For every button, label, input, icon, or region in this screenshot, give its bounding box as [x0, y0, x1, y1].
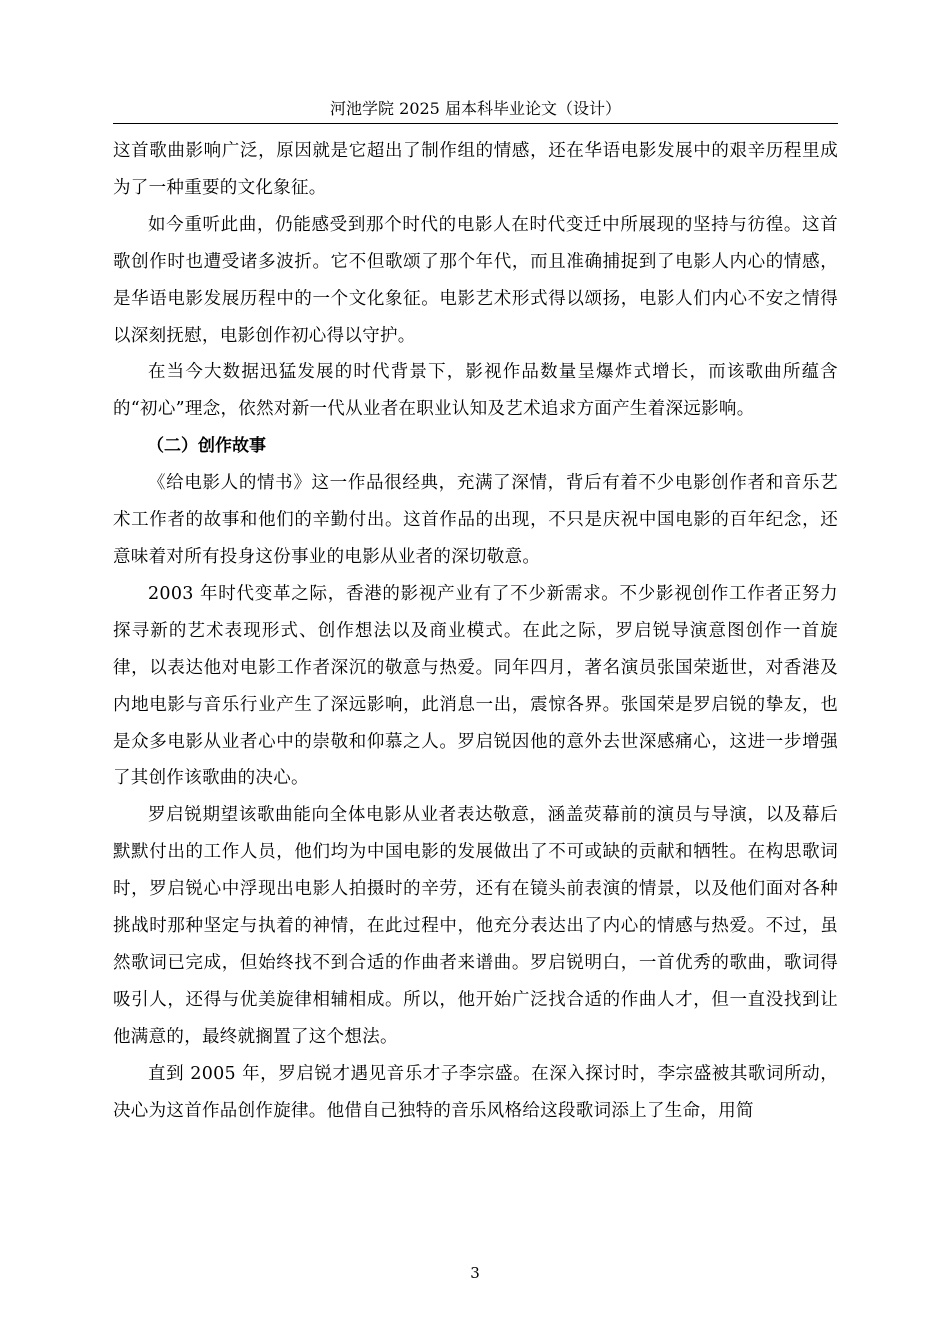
paragraph: 直到 2005 年，罗启锐才遇见音乐才子李宗盛。在深入探讨时，李宗盛被其歌词所动，决心为这首作品创作旋律。他借自己独特的音乐风格给这段歌词添上了生命，用简 [113, 1063, 838, 1121]
page-header [113, 95, 838, 124]
paragraph: 如今重听此曲，仍能感受到那个时代的电影人在时代变迁中所展现的坚持与彷徨。这首歌创作时也遭受诸多波折。它不但歌颂了那个年代，而且准确捕捉到了电影人内心的情感，是华语电影发展历程中的一个文化象征。电影艺术形式得以颂扬，电影人们内心不安之情得以深刻抚慰，电影创作初心得以守护。 [113, 214, 838, 346]
paragraph: 在当今大数据迅猛发展的时代背景下，影视作品数量呈爆炸式增长，而该歌曲所蕴含的“初心”理念，依然对新一代从业者在职业认知及艺术追求方面产生着深远影响。 [113, 362, 838, 420]
header-title: 河池学院 2025 届本科毕业论文（设计） [330, 99, 621, 118]
paragraph: 罗启锐期望该歌曲能向全体电影从业者表达敬意，涵盖荧幕前的演员与导演，以及幕后默默付出的工作人员，他们均为中国电影的发展做出了不可或缺的贡献和牺牲。在构思歌词时，罗启锐心中浮现出电影人拍摄时的辛劳，还有在镜头前表演的情景，以及他们面对各种挑战时那种坚定与执着的神情，在此过程中，他充分表达出了内心的情感与热爱。不过，虽然歌词已完成，但始终找不到合适的作曲者来谱曲。罗启锐明白，一首优秀的歌曲，歌词得吸引人，还得与优美旋律相辅相成。所以，他开始广泛找合适的作曲人才，但一直没找到让他满意的，最终就搁置了这个想法。 [113, 805, 838, 1047]
section-heading: （二）创作故事 [147, 436, 266, 457]
document-body [113, 133, 838, 1129]
paragraph: 《给电影人的情书》这一作品很经典，充满了深情，背后有着不少电影创作者和音乐艺术工作者的故事和他们的辛勤付出。这首作品的出现，不只是庆祝中国电影的百年纪念，还意味着对所有投身这份事业的电影从业者的深切敬意。 [113, 473, 838, 567]
paragraph-continuation: 这首歌曲影响广泛，原因就是它超出了制作组的情感，还在华语电影发展中的艰辛历程里成为了一种重要的文化象征。 [113, 141, 838, 198]
paragraph: 2003 年时代变革之际，香港的影视产业有了不少新需求。不少影视创作工作者正努力探寻新的艺术表现形式、创作想法以及商业模式。在此之际，罗启锐导演意图创作一首旋律，以表达他对电影工作者深沉的敬意与热爱。同年四月，著名演员张国荣逝世，对香港及内地电影与音乐行业产生了深远影响，此消息一出，震惊各界。张国荣是罗启锐的挚友，也是众多电影从业者心中的崇敬和仰慕之人。罗启锐因他的意外去世深感痛心，这进一步增强了其创作该歌曲的决心。 [113, 583, 838, 789]
page-number: 3 [470, 1264, 480, 1282]
